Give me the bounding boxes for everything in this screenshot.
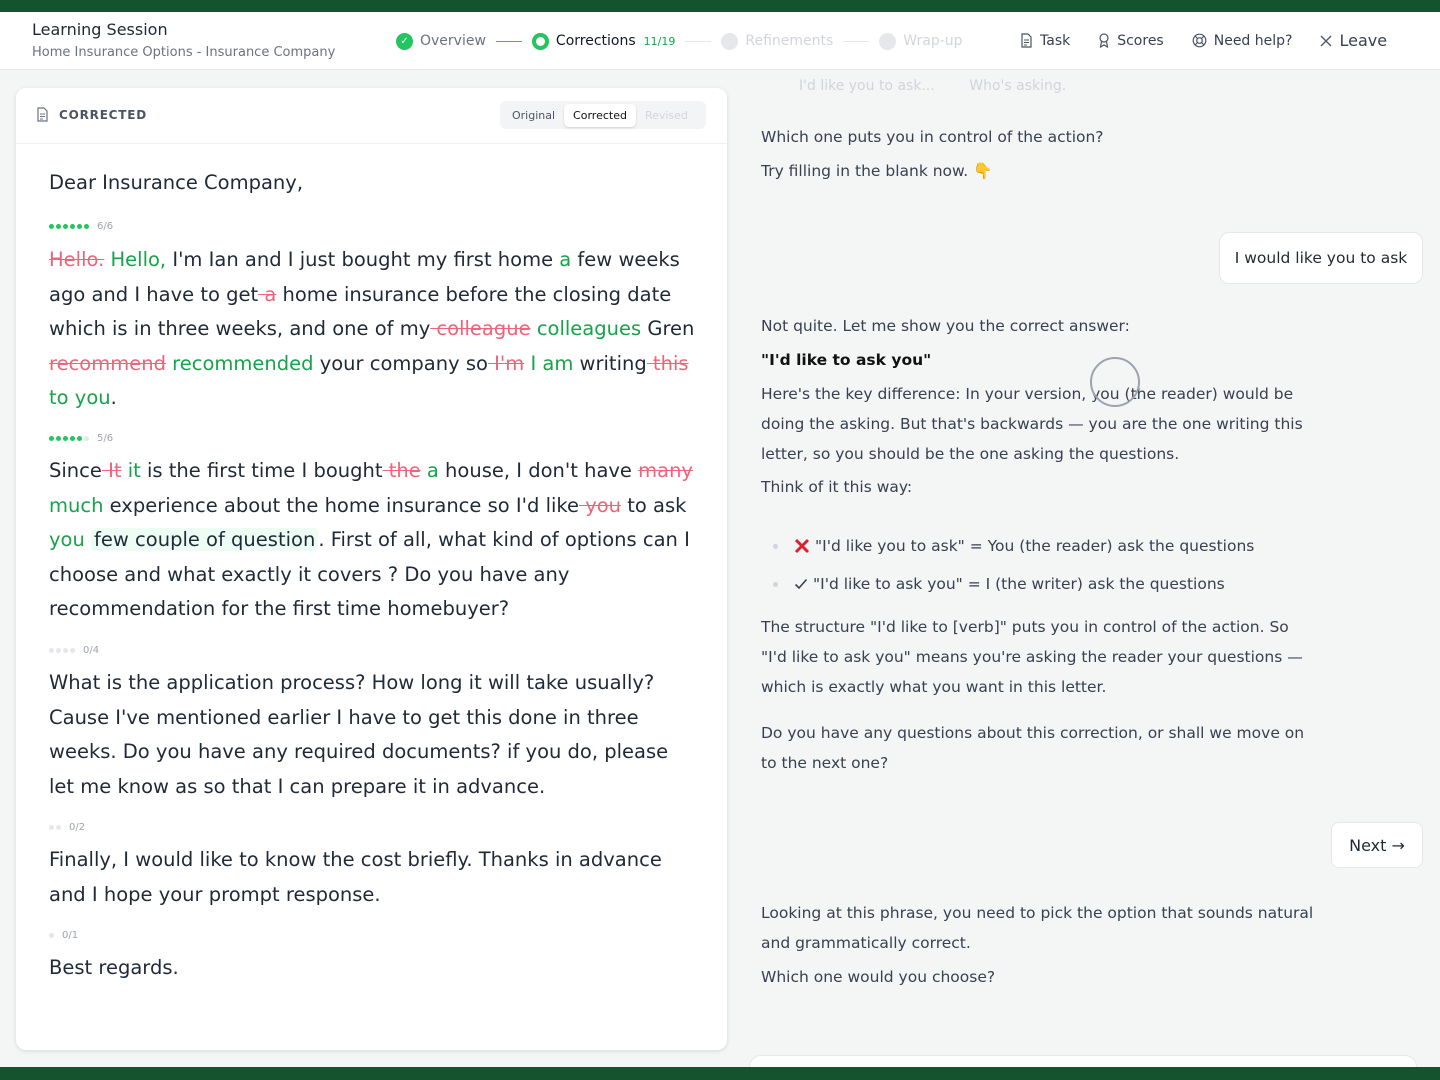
letter-text: writing: [573, 351, 647, 375]
session-title: Learning Session: [32, 20, 168, 39]
score-pip: [84, 224, 89, 229]
score-pip: [70, 436, 75, 441]
chat-input[interactable]: [749, 1055, 1417, 1067]
score-pip: [70, 224, 75, 229]
inserted-text: I am: [530, 351, 574, 375]
bullet-dot: [773, 582, 778, 587]
score-text: 6/6: [97, 221, 114, 232]
view-tab-original[interactable]: Original: [512, 108, 556, 122]
deleted-text: many: [638, 459, 693, 482]
score-pips: [49, 224, 91, 229]
letter-text: Since: [49, 459, 102, 482]
letter-text: house, I don't have: [438, 459, 639, 482]
step-wrap-up[interactable]: [879, 33, 962, 50]
tutor-message: Which one puts you in control of the action?: [761, 128, 1104, 146]
comparison-bullet-wrong: [773, 537, 1254, 555]
score-pips: [49, 648, 77, 653]
deleted-text: the: [382, 459, 421, 482]
score-pip: [63, 436, 68, 441]
session-subtitle: Home Insurance Options - Insurance Company: [32, 45, 336, 60]
inserted-text: it: [127, 459, 141, 482]
step-overview[interactable]: [396, 33, 486, 50]
score-text: 0/2: [69, 822, 86, 833]
step-label: Wrap-up: [903, 33, 963, 49]
letter-text: few weeks ago and I have to get: [49, 248, 680, 306]
letter-text: is the first time I bought: [140, 459, 383, 482]
score-text: 5/6: [97, 433, 114, 444]
scores-label: Scores: [1117, 32, 1164, 49]
letter-text: .: [110, 386, 117, 409]
leave-button[interactable]: [1320, 31, 1387, 50]
close-icon: [1320, 35, 1332, 47]
tutor-message: Not quite. Let me show you the correct answer:: [761, 317, 1130, 335]
comparison-bullet-right: [773, 575, 1225, 593]
tutor-message: Think of it this way:: [761, 478, 913, 496]
score-pip: [49, 648, 54, 653]
tutor-message: Looking at this phrase, you need to pick the option that sounds natural and grammatically correct.: [761, 904, 1314, 952]
check-icon: ✓: [396, 33, 413, 50]
letter-paragraph[interactable]: [49, 454, 699, 627]
award-icon: [1098, 33, 1110, 48]
letter-paragraph[interactable]: [49, 243, 699, 416]
letter-text: your company so: [313, 351, 488, 375]
inserted-text: much: [49, 493, 104, 517]
letter-text: I'm Ian and I just bought my first home: [166, 248, 560, 271]
help-button[interactable]: [1192, 33, 1293, 49]
score-pip: [49, 436, 54, 441]
inserted-text: recommended: [172, 351, 314, 375]
score-pips: [49, 436, 91, 441]
score-pips: [49, 933, 56, 938]
correct-answer: "I'd like to ask you": [761, 351, 932, 369]
bullet-dot: [773, 544, 778, 549]
score-pip: [49, 933, 54, 938]
deleted-text: I'm: [487, 351, 525, 375]
letter-text: to ask: [621, 493, 687, 517]
score-pip: [84, 436, 89, 441]
header-actions: [1020, 31, 1387, 50]
next-button[interactable]: Next →: [1331, 822, 1423, 868]
tutor-followup: Do you have any questions about this correction, or shall we move on to the next one?: [761, 724, 1305, 772]
progress-stepper: [396, 31, 963, 51]
user-answer-bubble: [1219, 232, 1423, 284]
document-icon: [1020, 33, 1033, 48]
step-label: Corrections: [555, 33, 636, 49]
tutor-message: Which one would you choose?: [761, 968, 996, 986]
deleted-text: you: [579, 493, 622, 517]
score-pips: [49, 825, 63, 830]
letter-text: home insurance before the closing date which is in three weeks, and one of my: [49, 282, 672, 340]
step-label: Refinements: [745, 33, 834, 49]
step-connector: [496, 41, 522, 42]
score-pip: [49, 825, 54, 830]
letter-text: Best regards.: [49, 956, 179, 979]
task-label: Task: [1040, 32, 1071, 49]
pending-step-icon: [879, 33, 896, 50]
deleted-text: It: [101, 459, 122, 482]
tutor-explanation: Here's the key difference: In your version, you (the reader) would be doing the asking. But that's backwards — you are the one writing this letter, so you should be the one asking the questions.: [761, 385, 1303, 463]
document-icon: [36, 107, 49, 122]
letter-text: Gren: [641, 317, 695, 340]
highlighted-phrase[interactable]: few couple of question: [91, 528, 318, 551]
score-pip: [56, 224, 61, 229]
letter-panel-header: [16, 88, 727, 144]
scores-button[interactable]: [1098, 33, 1164, 49]
lifebuoy-icon: [1192, 33, 1207, 48]
tutor-message: Try filling in the blank now. 👇: [761, 162, 993, 180]
score-pip: [56, 648, 61, 653]
user-answer-text: I would like you to ask: [1234, 249, 1408, 267]
letter-greeting: Dear Insurance Company,: [49, 171, 304, 194]
check-mark-icon: [794, 578, 808, 590]
inserted-text: you: [49, 528, 85, 551]
inserted-text: to you: [49, 386, 111, 409]
letter-paragraph[interactable]: [49, 666, 699, 804]
tutor-structure-note: The structure "I'd like to [verb]" puts you in control of the action. So "I'd like to ask you" means you're asking the reader your questions — which is exactly what you want in this letter.: [761, 618, 1303, 696]
step-count: 11/19: [643, 34, 676, 48]
score-pip: [77, 224, 82, 229]
letter-text: experience about the home insurance so I'd like: [103, 493, 579, 517]
deleted-text: recommend: [49, 351, 166, 375]
bullet-text: "I'd like to ask you" = I (the writer) ask the questions: [813, 575, 1225, 593]
step-corrections[interactable]: [532, 33, 675, 50]
letter-paragraph[interactable]: [49, 843, 699, 912]
pending-step-icon: [721, 33, 738, 50]
option-text: Who's asking.: [969, 78, 1067, 94]
leave-label: Leave: [1339, 31, 1388, 50]
paragraph-score: [49, 221, 113, 232]
paragraph-score: [49, 645, 99, 656]
cross-mark-icon: [794, 538, 810, 554]
inserted-text: Hello,: [110, 248, 167, 271]
deleted-text: a: [258, 282, 277, 306]
paragraph-score: [49, 822, 85, 833]
panel-title-text: CORRECTED: [59, 107, 148, 122]
top-bar: [0, 12, 1440, 70]
letter-paragraph[interactable]: [49, 951, 699, 986]
bullet-text: "I'd like you to ask" = You (the reader) ask the questions: [815, 537, 1255, 555]
score-pip: [56, 436, 61, 441]
tutor-chat: [727, 70, 1440, 1067]
cursor-indicator: [1090, 357, 1140, 407]
score-pip: [63, 648, 68, 653]
step-connector: [843, 41, 869, 42]
deleted-text: this: [646, 351, 689, 375]
view-tab-revised: Revised: [644, 108, 688, 122]
score-pip: [77, 436, 82, 441]
letter-panel: [16, 88, 727, 1050]
option-text: I'd like you to ask...: [799, 78, 935, 94]
previous-options: [799, 78, 1066, 94]
deleted-text: Hello.: [49, 248, 105, 271]
inserted-text: colleagues: [536, 317, 642, 340]
help-label: Need help?: [1213, 32, 1293, 49]
deleted-text: colleague: [430, 317, 531, 340]
letter-text: Finally, I would like to know the cost briefly. Thanks in advance and I hope your prompt response.: [49, 848, 662, 906]
score-pip: [63, 224, 68, 229]
score-pip: [49, 224, 54, 229]
score-text: 0/1: [62, 930, 79, 941]
letter-text: What is the application process? How long it will take usually? Cause I've mentioned earlier I have to get this done in three weeks. Do you have any required documents? if you do, please let me know as so that I can prepare it in advance.: [49, 671, 669, 798]
step-label: Overview: [420, 33, 486, 49]
app-window: [0, 12, 1440, 1067]
view-tab-corrected[interactable]: Corrected: [564, 104, 636, 127]
score-pip: [70, 648, 75, 653]
inserted-text: a: [559, 248, 572, 271]
paragraph-score: [49, 930, 78, 941]
inserted-text: a: [426, 459, 439, 482]
score-pip: [56, 825, 61, 830]
view-toggle: [500, 101, 706, 129]
score-text: 0/4: [83, 645, 100, 656]
step-connector: [685, 41, 711, 42]
letter-text: . First of all, what kind of options can I choose and what exactly it covers ? Do you have any recommendation for the first time homebuyer?: [49, 528, 690, 620]
panel-title: [36, 107, 147, 122]
active-step-icon: [532, 33, 549, 50]
paragraph-score: [49, 433, 113, 444]
task-button[interactable]: [1020, 33, 1070, 49]
step-refinements[interactable]: [721, 33, 833, 50]
